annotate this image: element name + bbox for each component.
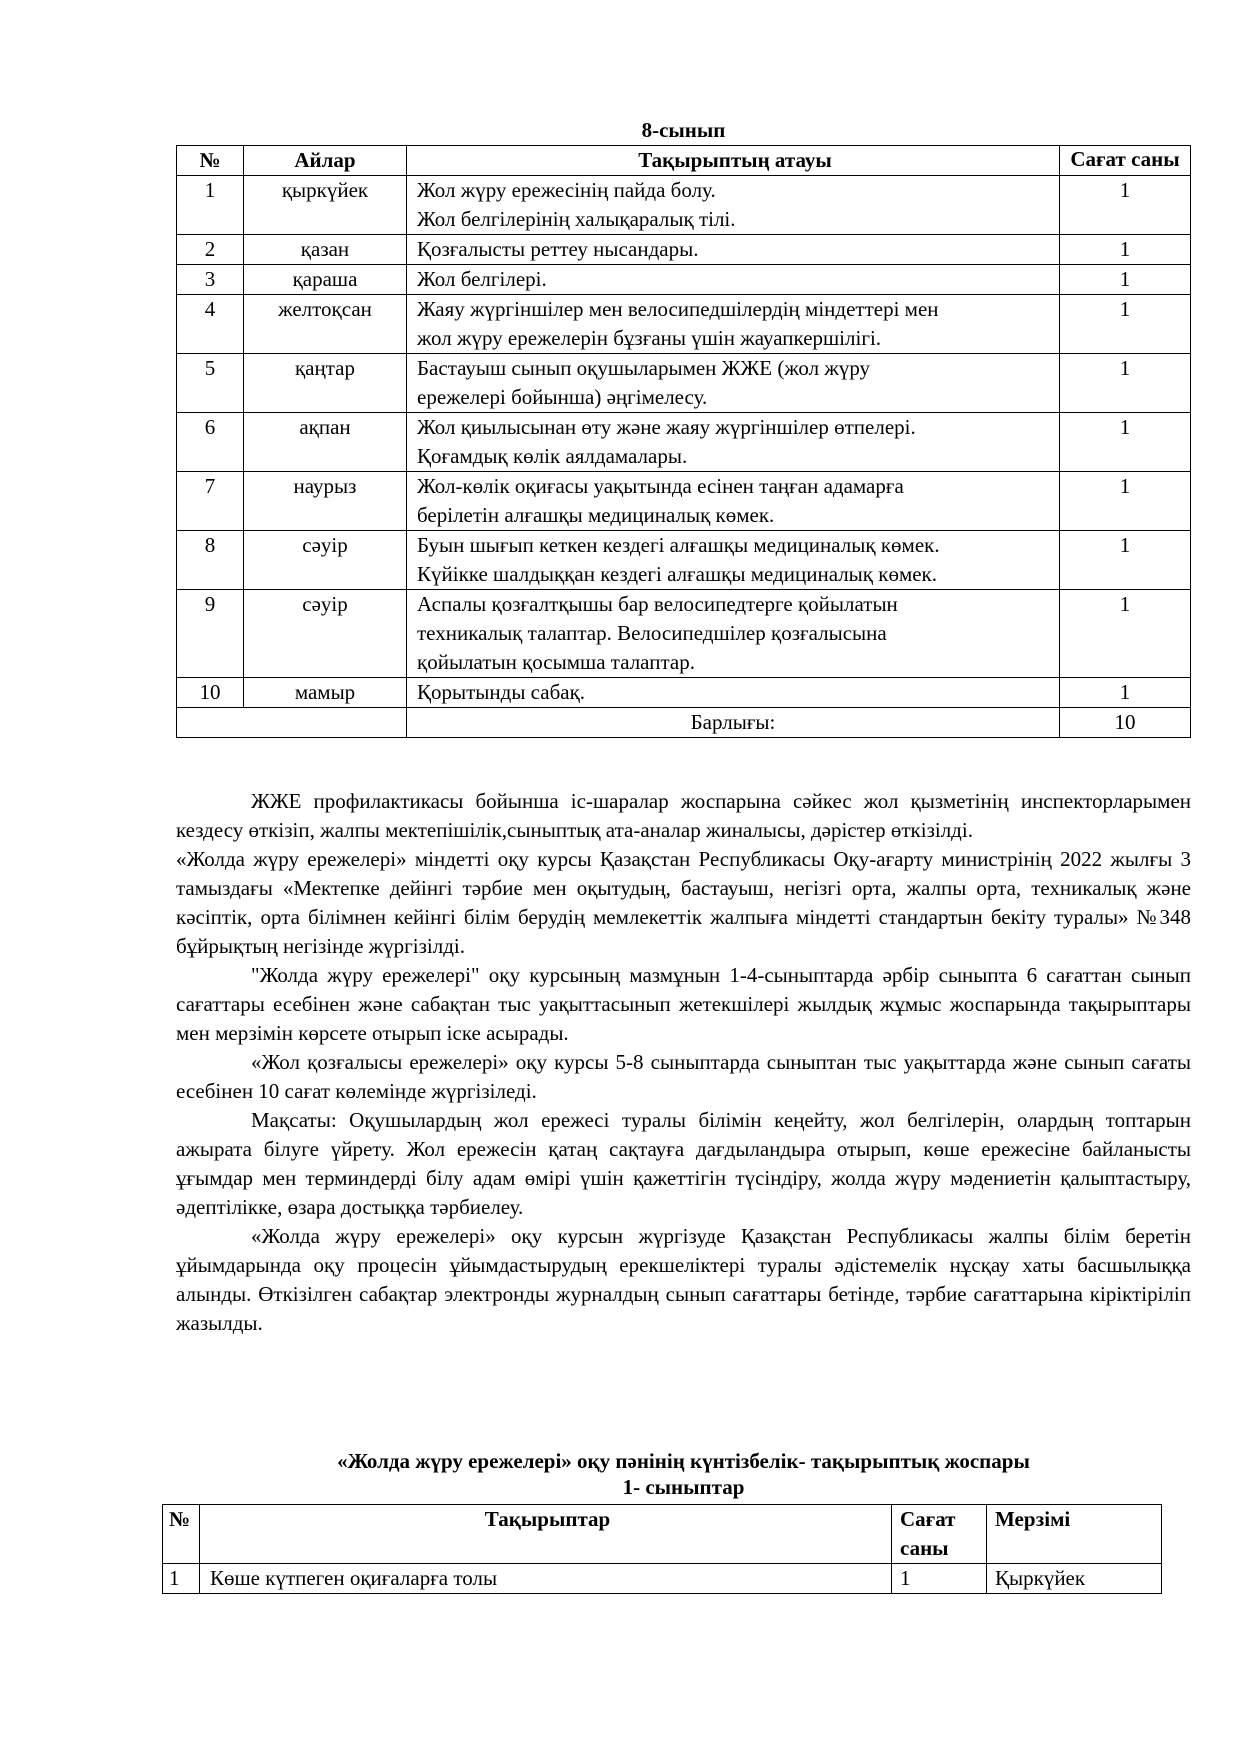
- row-topic: Қорытынды сабақ.: [407, 678, 1060, 708]
- row-hours: 1: [1060, 472, 1191, 531]
- row-topic: Жол белгілері.: [407, 265, 1060, 295]
- table-row: [177, 678, 1191, 708]
- plan-title-block: [176, 1448, 1191, 1500]
- row-num: 6: [177, 413, 244, 472]
- table-row: [177, 413, 1191, 472]
- row-hours: 1: [1060, 590, 1191, 678]
- table-header-row: [163, 1505, 1162, 1564]
- total-empty-cell: [177, 708, 407, 738]
- row-topic: Аспалы қозғалтқышы бар велосипедтерге қойылатын техникалық талаптар. Велосипедшілер қозғалысына қойылатын қосымша талаптар.: [407, 590, 1060, 678]
- paragraph: ЖЖЕ профилактикасы бойынша іс-шаралар жоспарына сәйкес жол қызметінің инспекторларымен кездесу өткізіп, жалпы мектепішілік,сыныптық ата-аналар жиналысы, дәрістер өткізілді.: [176, 789, 1191, 842]
- row-hours: 1: [892, 1564, 987, 1594]
- row-hours: 1: [1060, 235, 1191, 265]
- row-hours: 1: [1060, 678, 1191, 708]
- row-num: 10: [177, 678, 244, 708]
- row-topic: Көше күтпеген оқиғаларға толы: [200, 1564, 892, 1594]
- row-num: 3: [177, 265, 244, 295]
- plan-subtitle: 1- сыныптар: [622, 1475, 745, 1499]
- table-row: [177, 354, 1191, 413]
- header-term: Мерзімі: [987, 1505, 1162, 1564]
- row-hours: 1: [1060, 354, 1191, 413]
- row-month: қаңтар: [244, 354, 407, 413]
- total-row: [177, 708, 1191, 738]
- table-row: [177, 531, 1191, 590]
- row-num: 8: [177, 531, 244, 590]
- row-hours: 1: [1060, 413, 1191, 472]
- paragraph: «Жолда жүру ережелері» міндетті оқу курсы Қазақстан Республикасы Оқу-ағарту министрінің 2022 жылғы 3 тамыздағы «Мектепке дейінгі тәрбие мен оқытудың, бастауыш, негізгі орта, жалпы орта, техникалық және кәсіптік, орта білімнен кейінгі білім берудің мемлекеттік жалпыға міндетті стандартын бекіту туралы» №348 бұйрықтың негізінде жүргізілді.: [176, 847, 1191, 958]
- row-topic: Бастауыш сынып оқушыларымен ЖЖЕ (жол жүру ережелері бойынша) әңгімелесу.: [407, 354, 1060, 413]
- row-num: 4: [177, 295, 244, 354]
- body-text: [176, 787, 1191, 1338]
- row-topic: Жол жүру ережесінің пайда болу. Жол белгілерінің халықаралық тілі.: [407, 176, 1060, 235]
- row-topic: Жол қиылысынан өту және жаяу жүргіншілер өтпелері. Қоғамдық көлік аялдамалары.: [407, 413, 1060, 472]
- table-header-row: [177, 146, 1191, 176]
- row-month: қазан: [244, 235, 407, 265]
- row-month: мамыр: [244, 678, 407, 708]
- row-num: 9: [177, 590, 244, 678]
- header-month: Айлар: [244, 146, 407, 176]
- header-num: №: [163, 1505, 200, 1564]
- row-topic: Жол-көлік оқиғасы уақытында есінен таңған адамарға берілетін алғашқы медициналық көмек.: [407, 472, 1060, 531]
- plan-table-body: [163, 1564, 1162, 1594]
- row-num: 7: [177, 472, 244, 531]
- table-row: [177, 472, 1191, 531]
- row-num: 2: [177, 235, 244, 265]
- table-row: [177, 590, 1191, 678]
- header-num: №: [177, 146, 244, 176]
- row-month: ақпан: [244, 413, 407, 472]
- grade8-title: 8-сынып: [641, 118, 726, 142]
- row-hours: 1: [1060, 295, 1191, 354]
- row-topic: Қозғалысты реттеу нысандары.: [407, 235, 1060, 265]
- row-month: наурыз: [244, 472, 407, 531]
- row-hours: 1: [1060, 176, 1191, 235]
- plan-table: [162, 1504, 1162, 1594]
- row-topic: Жаяу жүргіншілер мен велосипедшілердің міндеттері мен жол жүру ережелерін бұзғаны үшін жауапкершілігі.: [407, 295, 1060, 354]
- paragraph: Мақсаты: Оқушылардың жол ережесі туралы білімін кеңейту, жол белгілерін, олардың топтарын ажырата білуге үйрету. Жол ережесін қатаң сақтауға дағдыландыра отырып, көше ережесіне байланысты ұғымдар мен терминдерді білу адам өмірі үшін қажеттігін түсіндіру, жолда жүру мәдениетін қалыптастыру, әдептілікке, өзара достыққа тәрбиелеу.: [176, 1108, 1191, 1219]
- total-value: 10: [1060, 708, 1191, 738]
- row-term: Қыркүйек: [987, 1564, 1162, 1594]
- header-topic: Тақырыптың атауы: [407, 146, 1060, 176]
- table-row: [163, 1564, 1162, 1594]
- row-num: 1: [163, 1564, 200, 1594]
- table-row: [177, 176, 1191, 235]
- table-row: [177, 235, 1191, 265]
- row-month: қыркүйек: [244, 176, 407, 235]
- row-num: 1: [177, 176, 244, 235]
- grade8-table-body: [177, 176, 1191, 708]
- row-month: сәуір: [244, 531, 407, 590]
- header-hours: Сағат саны: [892, 1505, 987, 1564]
- paragraph: «Жолда жүру ережелері» оқу курсын жүргізуде Қазақстан Республикасы жалпы білім беретін ұйымдарында оқу процесін ұйымдастырудың ерекшеліктері туралы әдістемелік нұсқау хаты басшылыққа алынды. Өткізілген сабақтар электронды журналдың сынып сағаттары бетінде, тәрбие сағаттарына кіріктіріліп жазылды.: [176, 1224, 1191, 1335]
- row-month: желтоқсан: [244, 295, 407, 354]
- total-label: Барлығы:: [407, 708, 1060, 738]
- table-row: [177, 265, 1191, 295]
- header-hours: Сағат саны: [1060, 146, 1191, 176]
- header-topics: Тақырыптар: [200, 1505, 892, 1564]
- paragraph: "Жолда жүру ережелері" оқу курсының мазмұнын 1-4-сыныптарда әрбір сыныпта 6 сағаттан сынып сағаттары есебінен және сабақтан тыс уақыттасынып жетекшілері жылдық жұмыс жоспарында тақырыптары мен мерзімін көрсете отырып іске асырады.: [176, 963, 1191, 1045]
- row-month: сәуір: [244, 590, 407, 678]
- row-num: 5: [177, 354, 244, 413]
- grade8-table: [176, 145, 1191, 738]
- row-hours: 1: [1060, 265, 1191, 295]
- plan-title: «Жолда жүру ережелері» оқу пәнінің күнтізбелік- тақырыптық жоспары: [337, 1449, 1030, 1473]
- row-topic: Буын шығып кеткен кездегі алғашқы медициналық көмек. Күйікке шалдыққан кездегі алғашқы медициналық көмек.: [407, 531, 1060, 590]
- row-hours: 1: [1060, 531, 1191, 590]
- paragraph: «Жол қозғалысы ережелері» оқу курсы 5-8 сыныптарда сыныптан тыс уақыттарда және сынып сағаты есебінен 10 сағат көлемінде жүргізіледі.: [176, 1050, 1191, 1103]
- table-row: [177, 295, 1191, 354]
- row-month: қараша: [244, 265, 407, 295]
